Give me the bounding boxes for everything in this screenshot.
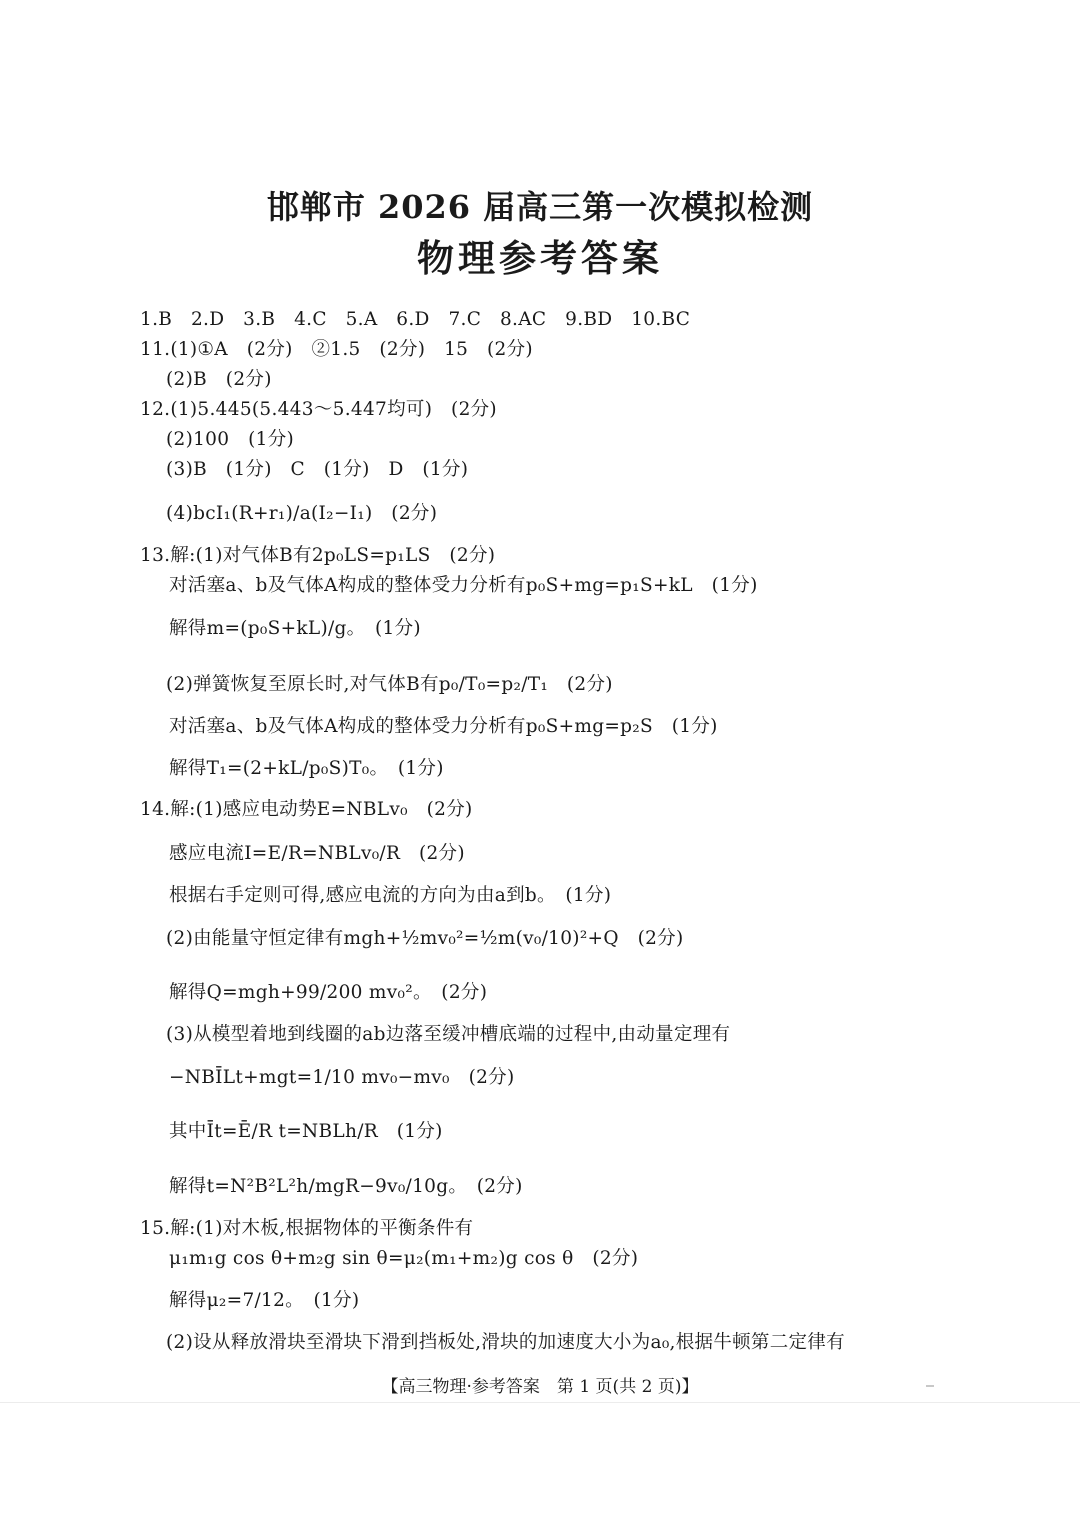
answer-line-14-9: 解得t=N²B²L²h/mgR−9v₀/10g。 (2分) — [169, 1176, 523, 1197]
answer-line-12-4: (4)bcI₁(R+r₁)/a(I₂−I₁) (2分) — [166, 503, 438, 524]
page-footer: 【高三物理·参考答案 第 1 页(共 2 页)】 — [381, 1377, 699, 1397]
answer-line-11-2: (2)B (2分) — [166, 369, 272, 390]
answer-line-15-4: (2)设从释放滑块至滑块下滑到挡板处,滑块的加速度大小为a₀,根据牛顿第二定律有 — [166, 1332, 845, 1353]
answer-line-15-1: 15.解:(1)对木板,根据物体的平衡条件有 — [140, 1218, 474, 1239]
scan-speck — [926, 1385, 934, 1387]
page-divider — [0, 1402, 1080, 1403]
answer-line-11-1: 11.(1)①A (2分) ②1.5 (2分) 15 (2分) — [140, 339, 533, 360]
answer-line-choices: 1.B 2.D 3.B 4.C 5.A 6.D 7.C 8.AC 9.BD 10.BC — [140, 309, 691, 330]
answer-line-13-3: 解得m=(p₀S+kL)/g。 (1分) — [169, 618, 421, 639]
answer-line-15-2: μ₁m₁g cos θ+m₂g sin θ=μ₂(m₁+m₂)g cos θ (2分) — [169, 1248, 639, 1269]
answer-line-15-3: 解得μ₂=7/12。 (1分) — [169, 1290, 360, 1311]
answer-line-13-2: 对活塞a、b及气体A构成的整体受力分析有p₀S+mg=p₁S+kL (1分) — [169, 575, 758, 596]
answer-line-14-3: 根据右手定则可得,感应电流的方向为由a到b。 (1分) — [169, 885, 612, 906]
answer-line-14-5: 解得Q=mgh+99/200 mv₀²。 (2分) — [169, 982, 488, 1003]
answer-line-12-1: 12.(1)5.445(5.443～5.447均可) (2分) — [140, 399, 497, 420]
answer-line-14-8: 其中Īt=Ē/R t=NBLh/R (1分) — [169, 1121, 443, 1142]
answer-line-14-7: −NBĪLt+mgt=1/10 mv₀−mv₀ (2分) — [169, 1067, 515, 1088]
answer-line-14-4: (2)由能量守恒定律有mgh+½mv₀²=½m(v₀/10)²+Q (2分) — [166, 928, 684, 949]
answer-line-13-1: 13.解:(1)对气体B有2p₀LS=p₁LS (2分) — [140, 545, 496, 566]
answer-line-13-6: 解得T₁=(2+kL/p₀S)T₀。 (1分) — [169, 758, 444, 779]
answer-line-14-6: (3)从模型着地到线圈的ab边落至缓冲槽底端的过程中,由动量定理有 — [166, 1024, 731, 1045]
answer-line-12-2: (2)100 (1分) — [166, 429, 295, 450]
answer-line-13-5: 对活塞a、b及气体A构成的整体受力分析有p₀S+mg=p₂S (1分) — [169, 716, 718, 737]
answer-line-14-1: 14.解:(1)感应电动势E=NBLv₀ (2分) — [140, 799, 473, 820]
page-subtitle: 物理参考答案 — [417, 236, 663, 280]
answer-line-13-4: (2)弹簧恢复至原长时,对气体B有p₀/T₀=p₂/T₁ (2分) — [166, 674, 613, 695]
page-title: 邯郸市 2026 届高三第一次模拟检测 — [266, 188, 814, 226]
answer-line-12-3: (3)B (1分) C (1分) D (1分) — [166, 459, 469, 480]
answer-line-14-2: 感应电流I=E/R=NBLv₀/R (2分) — [169, 843, 465, 864]
